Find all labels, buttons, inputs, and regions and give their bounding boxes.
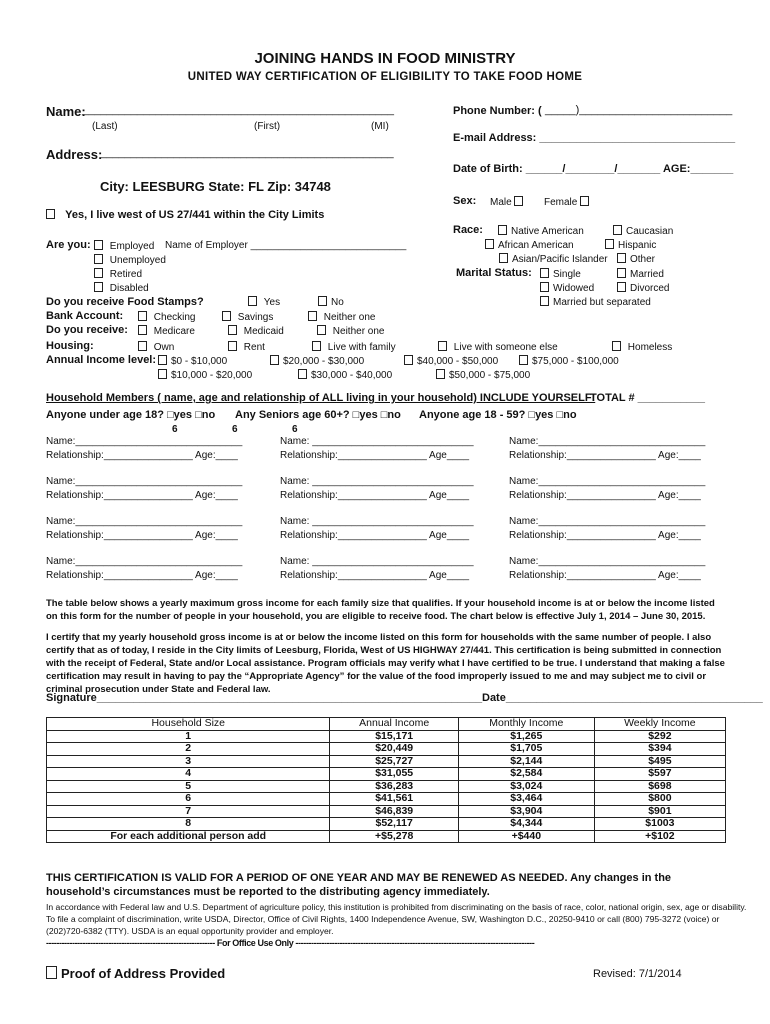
housing-family[interactable]: Live with family	[312, 341, 396, 353]
income-table-cell: $292	[594, 730, 725, 743]
member-name-field[interactable]: Name:______________________________	[46, 476, 243, 487]
west-checkbox[interactable]	[46, 209, 55, 219]
member-relationship-field[interactable]: Relationship:________________ Age:____	[46, 530, 238, 541]
marital-single[interactable]: Single	[540, 268, 581, 280]
mi-caption: (MI)	[371, 121, 389, 132]
income-table-cell: 3	[47, 755, 330, 768]
emp-retired[interactable]: Retired	[94, 268, 142, 280]
marital-divorced[interactable]: Divorced	[617, 282, 669, 294]
phone-field[interactable]: _____)_________________________	[545, 104, 733, 116]
income-table-cell: 5	[47, 780, 330, 793]
income-table-cell: $495	[594, 755, 725, 768]
member-name-field[interactable]: Name: _____________________________	[280, 556, 474, 567]
footnote-marker: 6	[292, 424, 298, 435]
income-table-cell: 7	[47, 805, 330, 818]
income-table-cell: $3,464	[458, 793, 594, 806]
income-table-cell: 6	[47, 793, 330, 806]
address-field[interactable]: ________________________________________________	[100, 147, 394, 159]
income-table-row	[47, 818, 726, 831]
race-african[interactable]: African American	[485, 239, 574, 251]
food-stamps-label: Do you receive Food Stamps?	[46, 296, 204, 308]
page-subtitle: UNITED WAY CERTIFICATION OF ELIGIBILITY TO TAKE FOOD HOME	[187, 71, 583, 83]
income-option-6[interactable]: $30,000 - $40,000	[298, 369, 392, 381]
member-relationship-field[interactable]: Relationship:________________ Age:____	[46, 450, 238, 461]
receive-medicare[interactable]: Medicare	[138, 325, 195, 337]
income-option-2[interactable]: $20,000 - $30,000	[270, 355, 364, 367]
proof-checkbox[interactable]	[46, 966, 57, 979]
signature-field[interactable]: Signature_______________________________________________________________	[46, 692, 483, 704]
sex-label: Sex:	[453, 195, 477, 207]
income-option-5[interactable]: $10,000 - $20,000	[158, 369, 252, 381]
stamps-no[interactable]: No	[318, 296, 344, 308]
housing-homeless[interactable]: Homeless	[612, 341, 672, 353]
phone-label: Phone Number: (	[453, 105, 542, 117]
household-heading: Household Members ( name, age and relationship of ALL living in your household) INCLUDE YOURSELF!	[46, 392, 596, 404]
income-table-row	[47, 780, 726, 793]
office-use-divider: ----------------------------------------------------------------- For Office Use Only --------------------------------------------------------------------------------------------	[46, 938, 535, 948]
bank-neither[interactable]: Neither one	[308, 311, 375, 323]
seniors-question[interactable]: Any Seniors age 60+? □yes □no	[235, 409, 401, 421]
emp-unemployed[interactable]: Unemployed	[94, 254, 166, 266]
member-relationship-field[interactable]: Relationship:________________ Age:____	[46, 490, 238, 501]
income-table-row	[47, 768, 726, 781]
income-table-header: Household Size	[47, 718, 330, 731]
bank-savings[interactable]: Savings	[222, 311, 273, 323]
income-table-cell: $41,561	[330, 793, 458, 806]
marital-married[interactable]: Married	[617, 268, 664, 280]
receive-medicaid[interactable]: Medicaid	[228, 325, 284, 337]
income-option-7[interactable]: $50,000 - $75,000	[436, 369, 530, 381]
marital-label: Marital Status:	[456, 267, 532, 279]
last-caption: (Last)	[92, 121, 118, 132]
certification-statement: I certify that my yearly household gross income is at or below the income listed on this form for households with the same number of people. I also certify that as of today, I reside in the City limits of Leesburg, Florida, West of US HIGHWAY 27/441. This certification is being submitted in connection with the receipt of Federal, State and/or Local assistance. Program officials may verify what I have certified to be true. I understand that making a false certification may result in having to pay the “Appropriate Agency” for the value of the food improperly issued to me and may subject me to civil or criminal prosecution under State and Federal law.	[46, 632, 725, 695]
disclaimer-line-3: (202)720-6382 (TTY). USDA is an equal opportunity provider and employer.	[46, 926, 334, 936]
page-title: JOINING HANDS IN FOOD MINISTRY	[254, 50, 516, 67]
income-table-header: Annual Income	[330, 718, 458, 731]
emp-disabled[interactable]: Disabled	[94, 282, 149, 294]
employer-field[interactable]: Name of Employer ____________________________	[165, 240, 407, 251]
income-table-cell: $31,055	[330, 768, 458, 781]
income-table-cell: $4,344	[458, 818, 594, 831]
member-relationship-field[interactable]: Relationship:________________ Age:____	[509, 490, 701, 501]
under-18-question[interactable]: Anyone under age 18? □yes □no	[46, 409, 216, 421]
male-checkbox[interactable]	[514, 196, 523, 206]
proof-of-address[interactable]: Proof of Address Provided	[46, 966, 225, 981]
member-relationship-field[interactable]: Relationship:________________ Age____	[280, 490, 470, 501]
validity-notice: THIS CERTIFICATION IS VALID FOR A PERIOD OF ONE YEAR AND MAY BE RENEWED AS NEEDED. Any changes in the household’s circumstances must be reported to the distributing agency immediately.	[46, 872, 672, 898]
income-table-header: Monthly Income	[458, 718, 594, 731]
member-name-field[interactable]: Name:______________________________	[509, 556, 706, 567]
name-field[interactable]: ___________________________________________________	[82, 104, 395, 116]
member-name-field[interactable]: Name:______________________________	[46, 516, 243, 527]
income-option-1[interactable]: $0 - $10,000	[158, 355, 227, 367]
member-name-field[interactable]: Name:______________________________	[46, 436, 243, 447]
member-relationship-field[interactable]: Relationship:________________ Age____	[280, 450, 470, 461]
member-relationship-field[interactable]: Relationship:________________ Age:____	[46, 570, 238, 581]
first-caption: (First)	[254, 121, 281, 132]
income-table-cell: $2,144	[458, 755, 594, 768]
income-table-cell: +$102	[594, 830, 725, 843]
housing-someone[interactable]: Live with someone else	[438, 341, 558, 353]
income-table-cell: $52,117	[330, 818, 458, 831]
income-table-cell: $1,705	[458, 743, 594, 756]
sex-female[interactable]: Female	[544, 196, 593, 208]
member-relationship-field[interactable]: Relationship:________________ Age:____	[509, 570, 701, 581]
income-table-cell: $901	[594, 805, 725, 818]
disclaimer-line-1: In accordance with Federal law and U.S. Department of agriculture policy, this institution is prohibited from discriminating on the basis of race, color, national origin, sex, age or disability.	[46, 902, 747, 912]
member-name-field[interactable]: Name:______________________________	[509, 436, 706, 447]
marital-widowed[interactable]: Widowed	[540, 282, 594, 294]
income-table	[46, 717, 726, 843]
housing-own[interactable]: Own	[138, 341, 174, 353]
stamps-yes[interactable]: Yes	[248, 296, 280, 308]
housing-rent[interactable]: Rent	[228, 341, 265, 353]
income-table-row	[47, 793, 726, 806]
housing-label: Housing:	[46, 340, 94, 352]
adults-question[interactable]: Anyone age 18 - 59? □yes □no	[419, 409, 577, 421]
member-name-field[interactable]: Name:______________________________	[509, 516, 706, 527]
income-table-cell: +$5,278	[330, 830, 458, 843]
address-label: Address:	[46, 147, 103, 162]
income-option-4[interactable]: $75,000 - $100,000	[519, 355, 619, 367]
member-relationship-field[interactable]: Relationship:________________ Age:____	[509, 530, 701, 541]
dob-field[interactable]: Date of Birth: ______/________/_______ AGE:_______	[453, 163, 734, 175]
member-name-field[interactable]: Name: _____________________________	[280, 476, 474, 487]
income-level-label: Annual Income level:	[46, 354, 157, 366]
income-table-cell: $698	[594, 780, 725, 793]
income-option-3[interactable]: $40,000 - $50,000	[404, 355, 498, 367]
income-table-cell: $1,265	[458, 730, 594, 743]
income-table-cell: $3,904	[458, 805, 594, 818]
west-checkbox-row[interactable]: Yes, I live west of US 27/441 within the City Limits	[46, 209, 324, 221]
footnote-marker: 6	[172, 424, 178, 435]
date-field[interactable]: Date__________________________________________	[482, 692, 763, 704]
race-other[interactable]: Other	[617, 253, 655, 265]
race-asian[interactable]: Asian/Pacific Islander	[499, 253, 608, 265]
income-table-cell: $1003	[594, 818, 725, 831]
income-table-cell: $36,283	[330, 780, 458, 793]
city-state-zip: City: LEESBURG State: FL Zip: 34748	[100, 179, 331, 194]
income-table-row	[47, 755, 726, 768]
revised-date: Revised: 7/1/2014	[593, 968, 682, 980]
marital-separated[interactable]: Married but separated	[540, 296, 651, 308]
income-table-cell: $15,171	[330, 730, 458, 743]
income-table-cell: $3,024	[458, 780, 594, 793]
income-table-cell: $800	[594, 793, 725, 806]
income-table-row	[47, 743, 726, 756]
name-label: Name:	[46, 104, 86, 119]
income-table-cell: +$440	[458, 830, 594, 843]
member-name-field[interactable]: Name: _____________________________	[280, 436, 474, 447]
footnote-marker: 6	[232, 424, 238, 435]
income-table-cell: 1	[47, 730, 330, 743]
bank-label: Bank Account:	[46, 310, 124, 322]
emp-employed[interactable]: Employed	[94, 240, 154, 252]
are-you-label: Are you:	[46, 239, 91, 251]
race-label: Race:	[453, 224, 483, 236]
income-table-cell: 8	[47, 818, 330, 831]
income-table-cell: 2	[47, 743, 330, 756]
member-relationship-field[interactable]: Relationship:________________ Age:____	[509, 450, 701, 461]
member-relationship-field[interactable]: Relationship:________________ Age____	[280, 530, 470, 541]
income-table-row	[47, 730, 726, 743]
receive-neither[interactable]: Neither one	[317, 325, 384, 337]
female-checkbox[interactable]	[580, 196, 589, 206]
income-table-cell: $394	[594, 743, 725, 756]
income-table-cell: $46,839	[330, 805, 458, 818]
race-caucasian[interactable]: Caucasian	[613, 225, 673, 237]
income-table-cell: 4	[47, 768, 330, 781]
table-note: The table below shows a yearly maximum gross income for each family size that qualifies. If your household income is at or below the income listed on this form for the number of people in your household, you are eligible to receive food. The chart below is effective July 1, 2014 – June 30, 2015.	[46, 598, 715, 622]
member-name-field[interactable]: Name: _____________________________	[280, 516, 474, 527]
email-field[interactable]: E-mail Address: ________________________________	[453, 132, 736, 144]
income-table-cell: $597	[594, 768, 725, 781]
household-total-field[interactable]: TOTAL # ___________	[590, 392, 705, 404]
race-hispanic[interactable]: Hispanic	[605, 239, 656, 251]
member-name-field[interactable]: Name:______________________________	[509, 476, 706, 487]
sex-male[interactable]: Male	[490, 196, 527, 208]
member-name-field[interactable]: Name:______________________________	[46, 556, 243, 567]
income-table-row	[47, 805, 726, 818]
income-table-row	[47, 830, 726, 843]
bank-checking[interactable]: Checking	[138, 311, 195, 323]
income-table-cell: $25,727	[330, 755, 458, 768]
income-table-cell: For each additional person add	[47, 830, 330, 843]
income-table-cell: $2,584	[458, 768, 594, 781]
race-native[interactable]: Native American	[498, 225, 584, 237]
income-table-header: Weekly Income	[594, 718, 725, 731]
disclaimer-line-2: To file a complaint of discrimination, write USDA, Director, Office of Civil Rights, 1400 Independence Avenue, SW, Washington D.C., 20250-9410 or call (800) 795-3272 (voice) or	[46, 914, 720, 924]
income-table-cell: $20,449	[330, 743, 458, 756]
member-relationship-field[interactable]: Relationship:________________ Age____	[280, 570, 470, 581]
receive-label: Do you receive:	[46, 324, 128, 336]
